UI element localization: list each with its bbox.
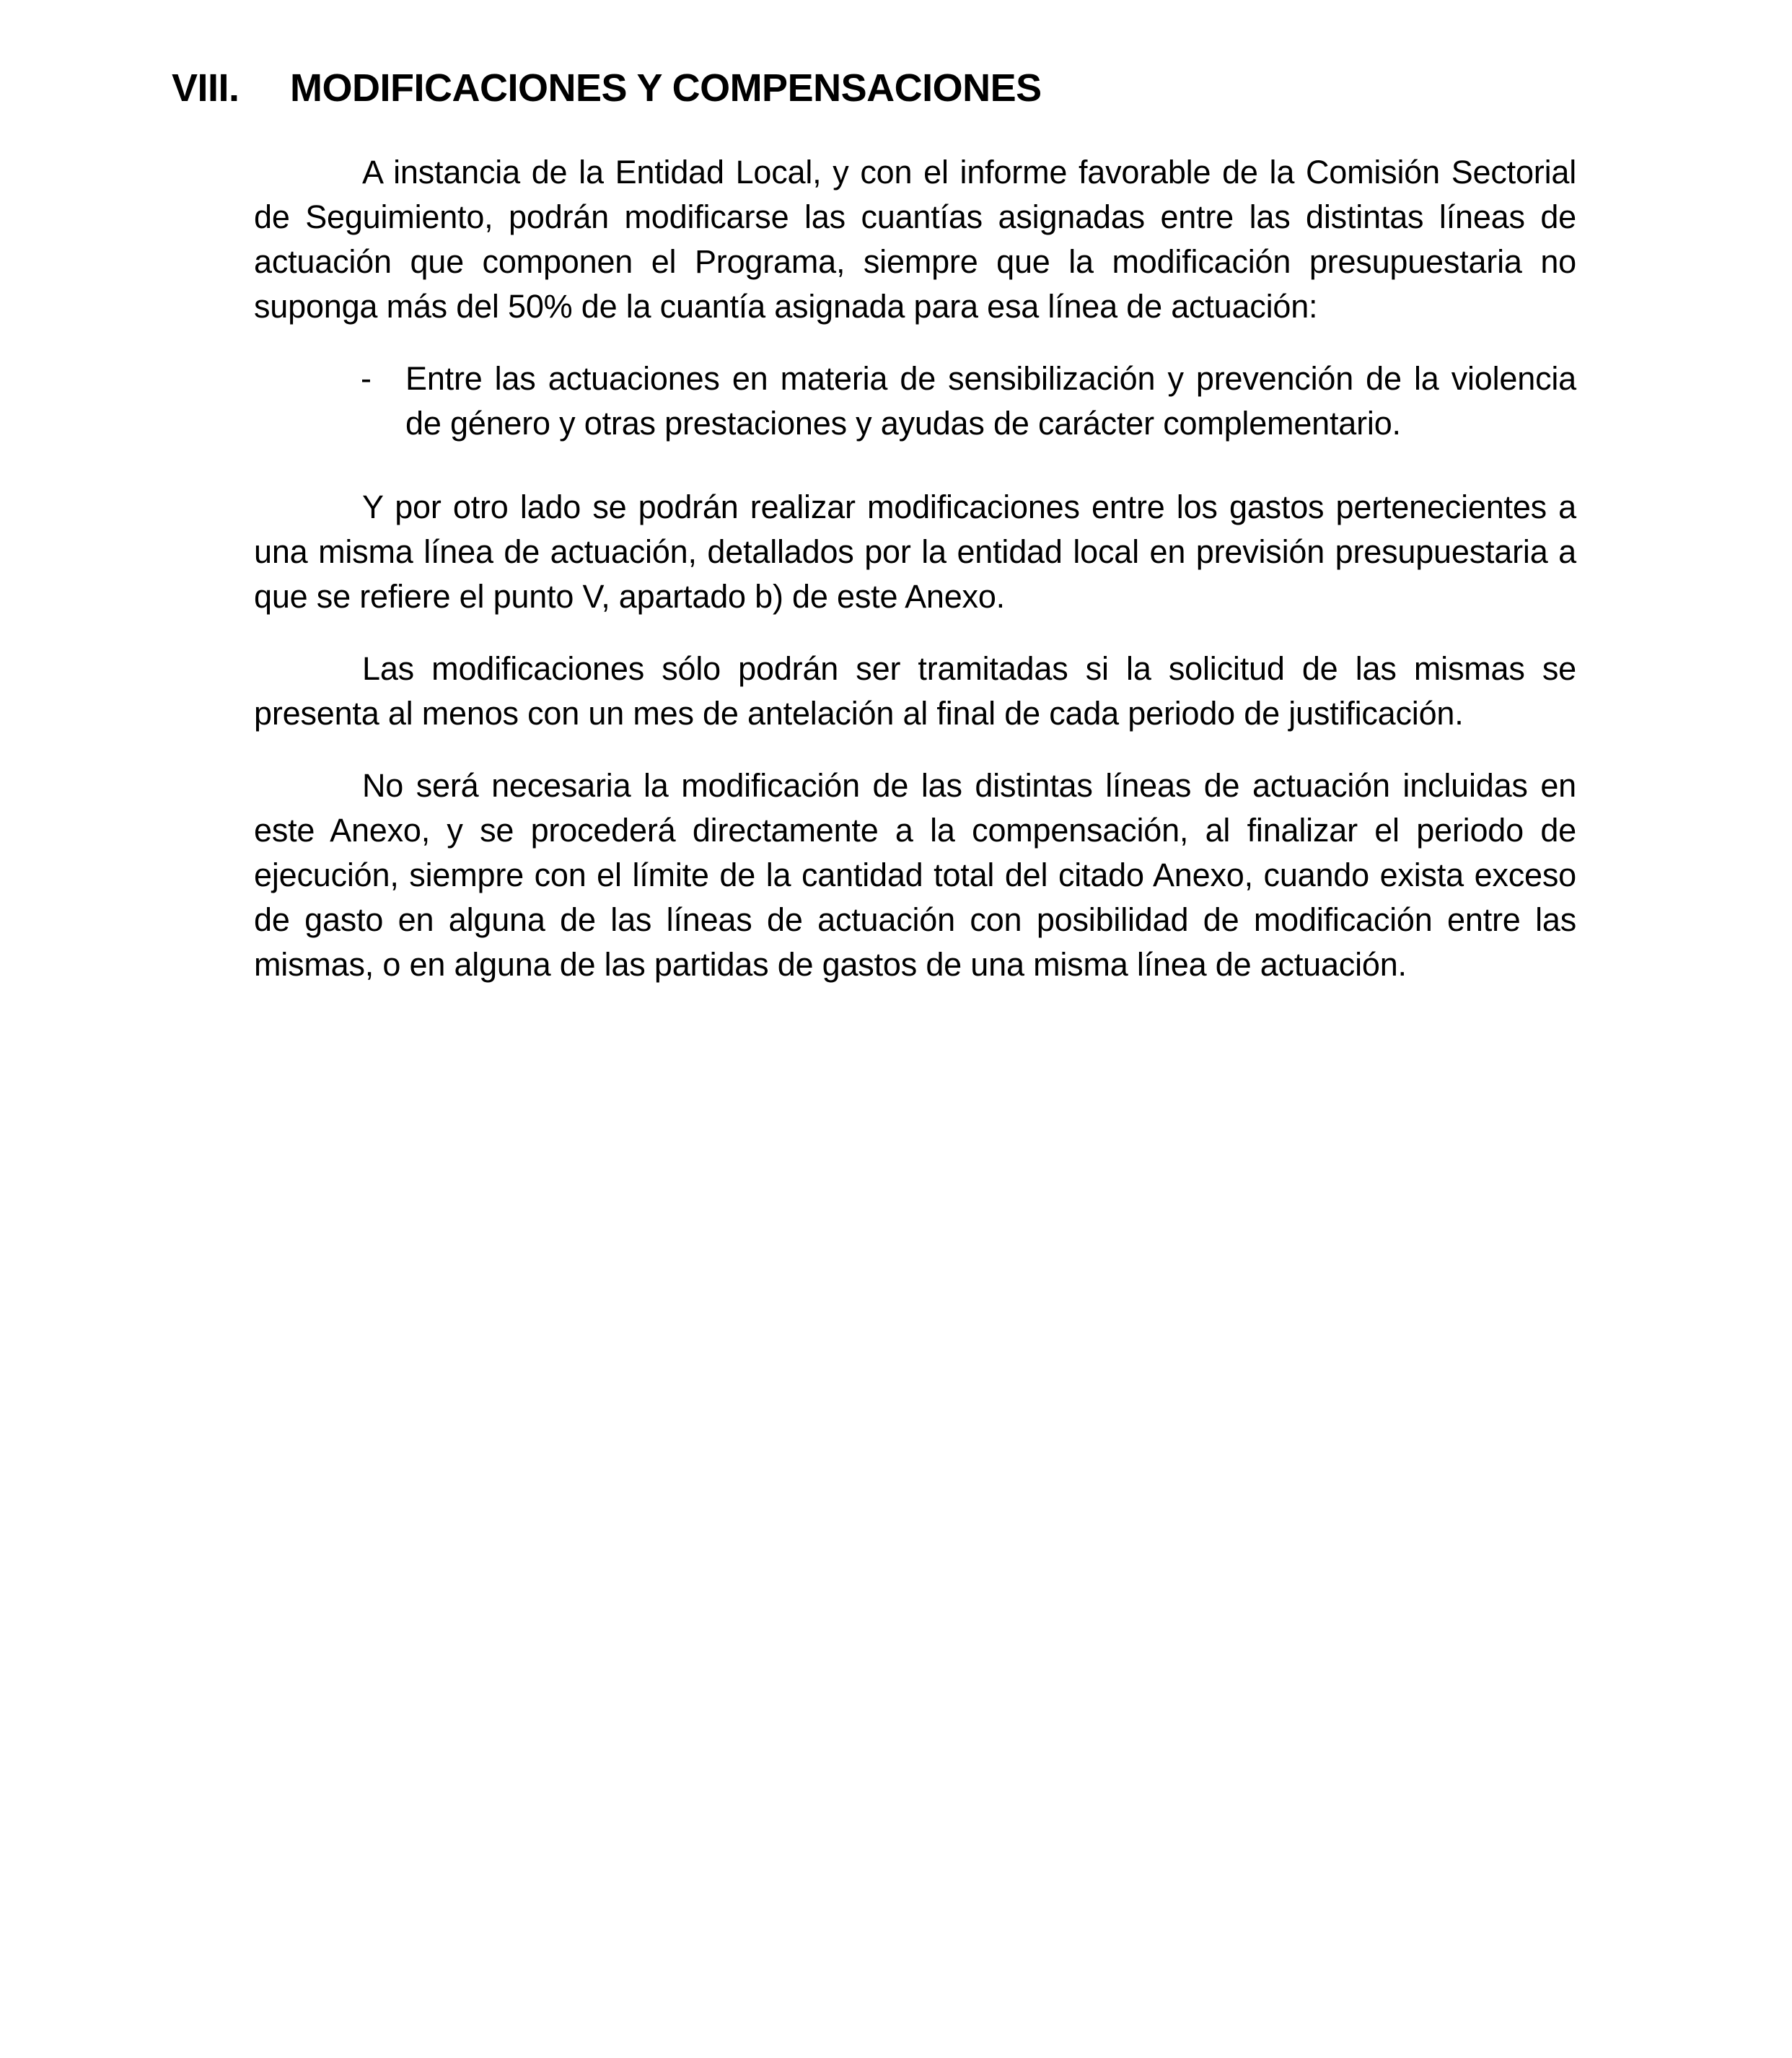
paragraph-compensacion: No será necesaria la modificación de las distintas líneas de actuación incluidas en este Anexo, y se procederá directamente a la compensación, al finalizar el periodo de ejecución, siempre con el límite de la cantidad total del citado Anexo, cuando exista exceso de gasto en alguna de las líneas de actuación con posibilidad de modificación entre las mismas, o en alguna de las partidas de gastos de una misma línea de actuación. xyxy=(254,767,1576,983)
document-content xyxy=(0,0,1792,987)
paragraph-intro: A instancia de la Entidad Local, y con el informe favorable de la Comisión Sectorial de Seguimiento, podrán modificarse las cuantías asignadas entre las distintas líneas de actuación que componen el Programa, siempre que la modificación presupuestaria no suponga más del 50% de la cuantía asignada para esa línea de actuación: xyxy=(254,154,1576,325)
section-title: MODIFICACIONES Y COMPENSACIONES xyxy=(290,66,1042,110)
bullet-item xyxy=(361,356,1576,446)
section-heading xyxy=(172,65,1494,111)
bullet-dash-marker: - xyxy=(361,360,372,397)
section-number: VIII. xyxy=(172,66,240,110)
paragraph-modificaciones-gastos: Y por otro lado se podrán realizar modificaciones entre los gastos pertenecientes a una misma línea de actuación, detallados por la entidad local en previsión presupuestaria a que se refiere el punto V, apartado b) de este Anexo. xyxy=(254,489,1576,615)
paragraph-tramitacion: Las modificaciones sólo podrán ser tramitadas si la solicitud de las mismas se presenta al menos con un mes de antelación al final de cada periodo de justificación. xyxy=(254,650,1576,732)
bullet-text: Entre las actuaciones en materia de sensibilización y prevención de la violencia de género y otras prestaciones y ayudas de carácter complementario. xyxy=(405,360,1576,442)
